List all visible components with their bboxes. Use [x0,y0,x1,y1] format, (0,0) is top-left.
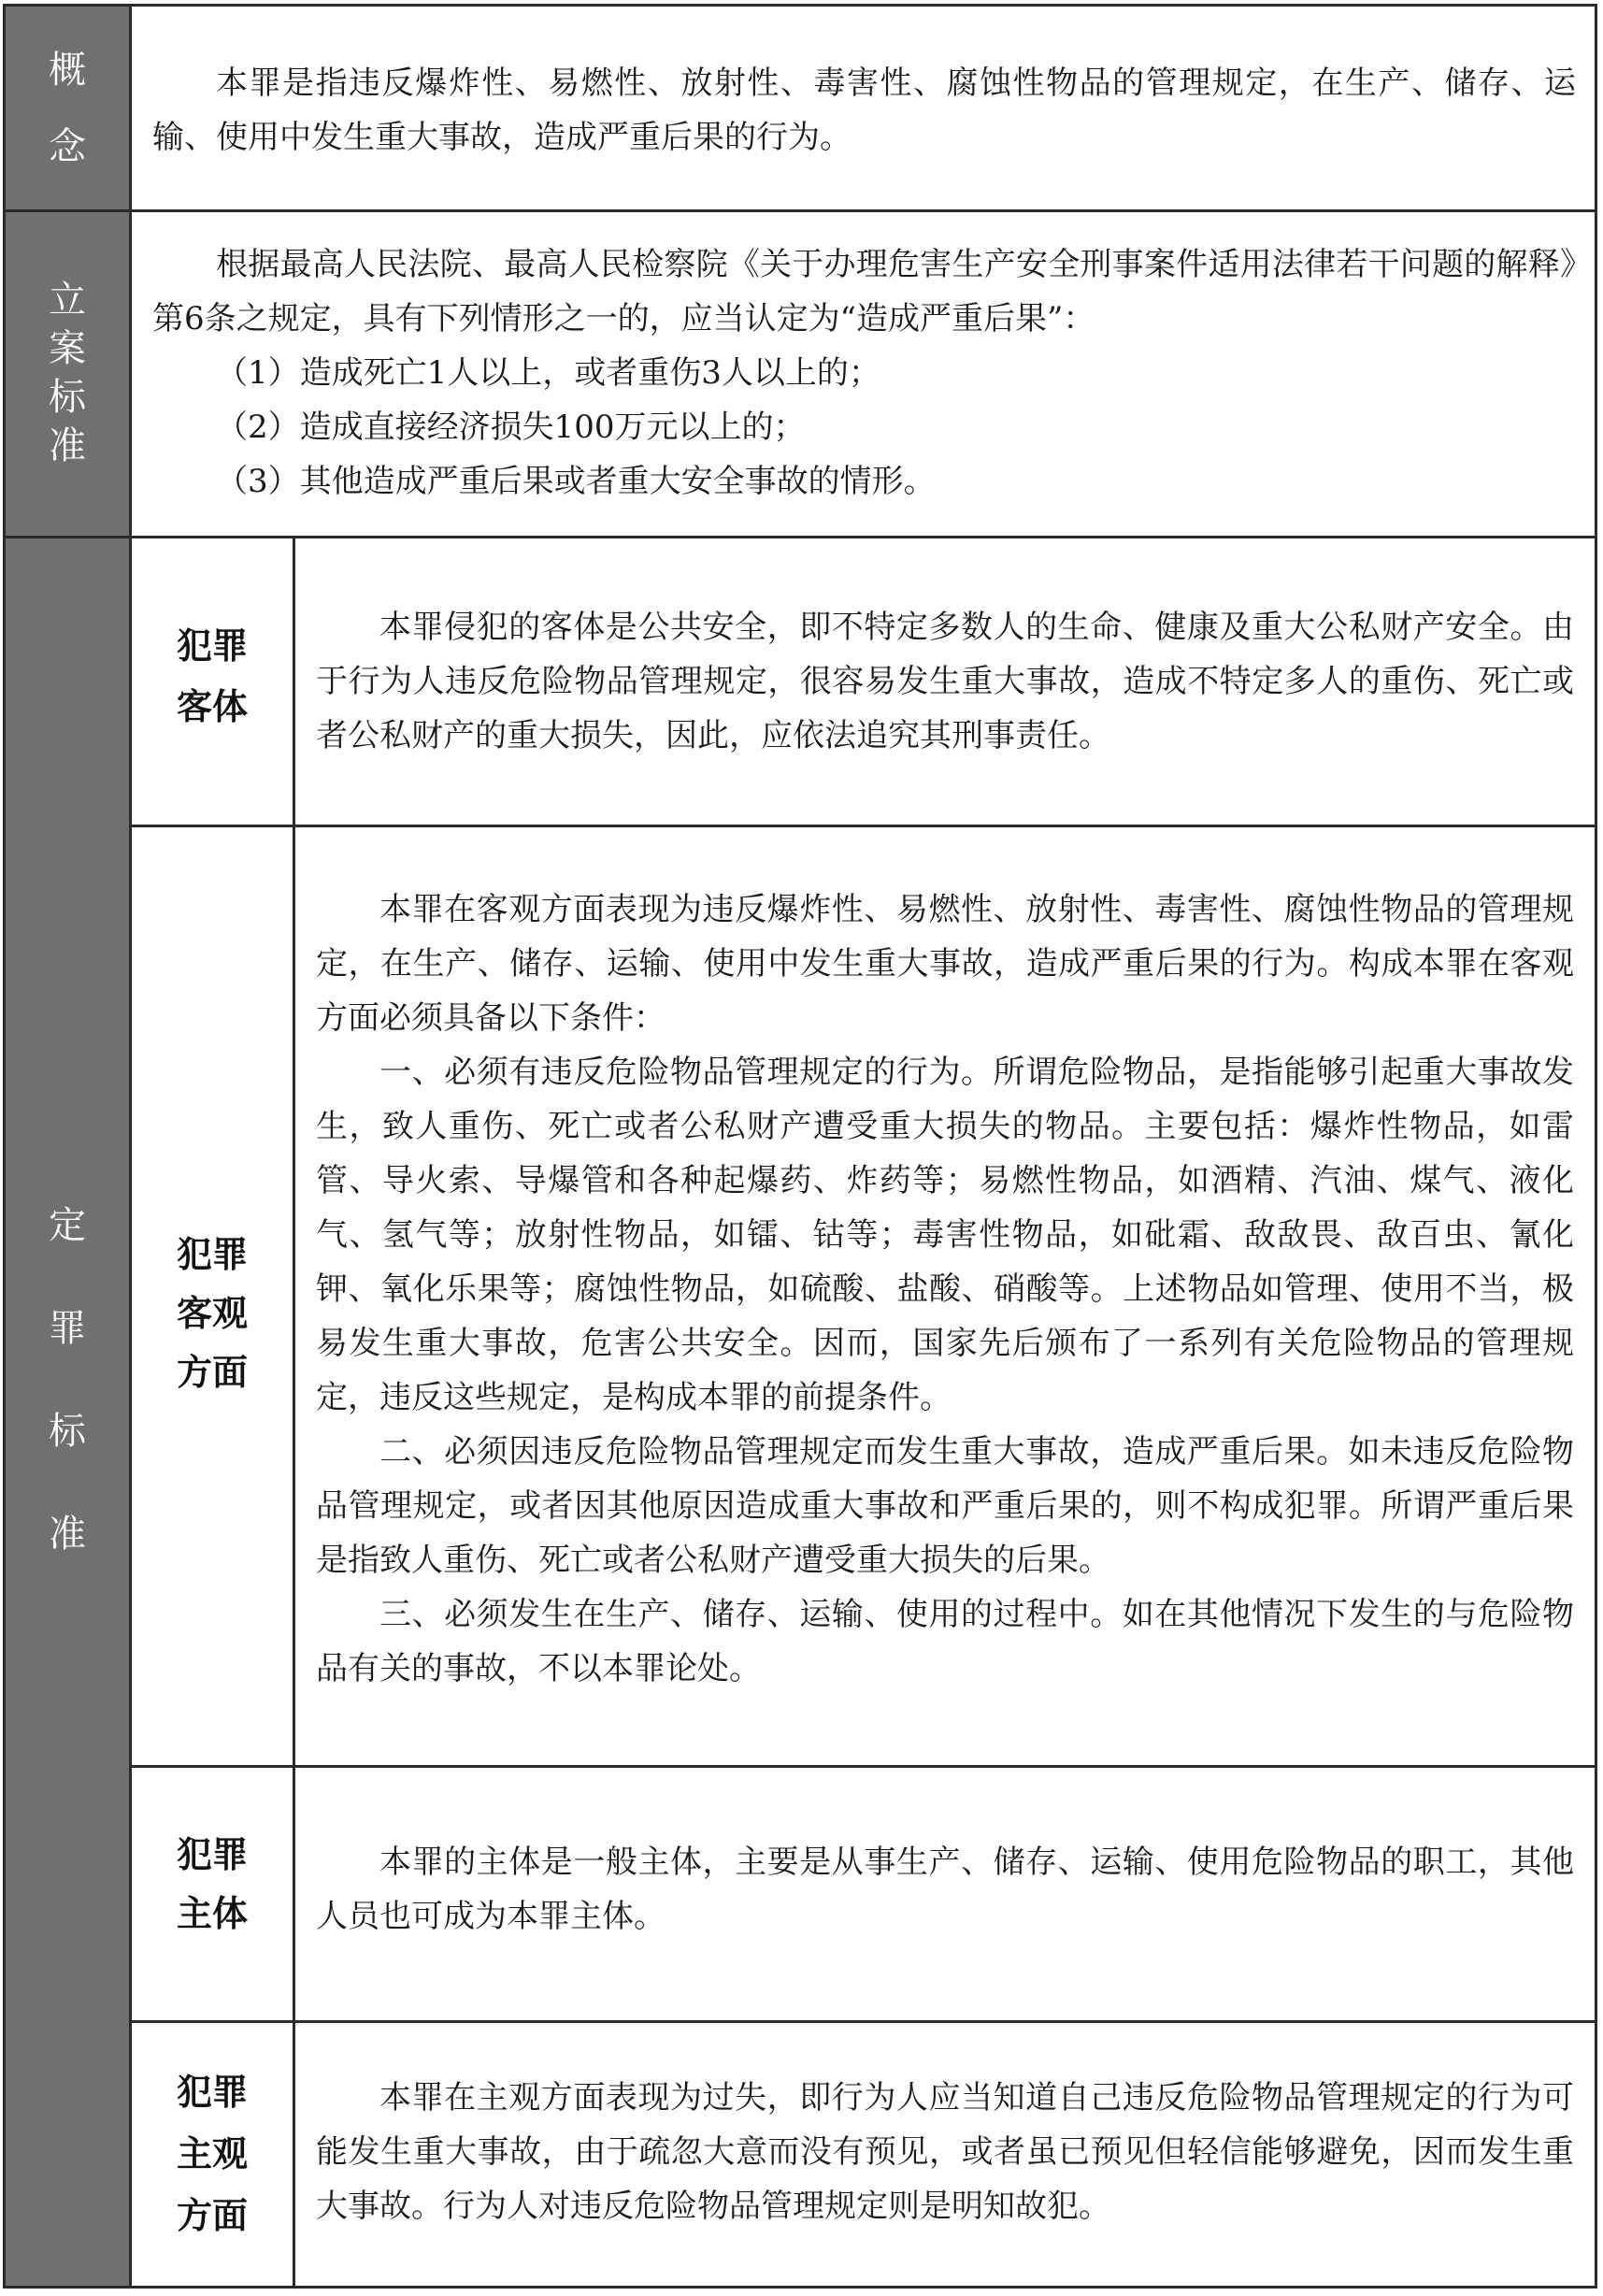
crime-object-text: 本罪侵犯的客体是公共安全，即不特定多数人的生命、健康及重大公私财产安全。由于行为人违反危险物品管理规定，很容易发生重大事故，造成不特定多人的重伤、死亡或者公私财产的重大损失，因此，应依法追究其刑事责任。 [316,609,1574,754]
conviction-standard-label [6,538,132,2286]
conviction-standard-row [6,538,1595,2286]
crime-object-content [295,538,1595,825]
crime-subjective-label-line: 犯罪 [176,2072,248,2113]
crime-objective-label-line: 犯罪 [176,1234,248,1275]
crime-subjective-text: 本罪在主观方面表现为过失，即行为人应当知道自己违反危险物品管理规定的行为可能发生重大事故，由于疏忽大意而没有预见，或者虽已预见但轻信能够避免，因而发生重大事故。行为人对违反危险物品管理规定则是明知故犯。 [316,2079,1574,2225]
crime-object-label [132,538,295,825]
filing-standard-label [6,212,132,536]
concept-text: 本罪是指违反爆炸性、易燃性、放射性、毒害性、腐蚀性物品的管理规定，在生产、储存、运输、使用中发生重大事故，造成严重后果的行为。 [152,65,1576,156]
concept-label [6,7,132,209]
crime-objective-content [295,827,1595,1765]
filing-standard-intro: 根据最高人民法院、最高人民检察院《关于办理危害生产安全刑事案件适用法律若干问题的解释》第6条之规定，具有下列情形之一的，应当认定为“造成严重后果”： [152,246,1576,337]
crime-subject-label-line: 犯罪 [176,1834,248,1875]
filing-standard-content [132,212,1595,536]
crime-subject-content [295,1768,1595,2020]
crime-objective-text: 一、必须有违反危险物品管理规定的行为。所谓危险物品，是指能够引起重大事故发生，致人重伤、死亡或者公私财产遭受重大损失的物品。主要包括：爆炸性物品，如雷管、导火索、导爆管和各种起爆药、炸药等；易燃性物品，如酒精、汽油、煤气、液化气、氢气等；放射性物品，如镭、钴等；毒害性物品，如砒霜、敌敌畏、敌百虫、氰化钾、氧化乐果等；腐蚀性物品，如硫酸、盐酸、硝酸等。上述物品如管理、使用不当，极易发生重大事故，危害公共安全。因而，国家先后颁布了一系列有关危险物品的管理规定，违反这些规定，是构成本罪的前提条件。 [316,1054,1574,1416]
crime-objective-label-line: 客观 [176,1293,248,1334]
crime-objective-text: 二、必须因违反危险物品管理规定而发生重大事故，造成严重后果。如未违反危险物品管理规定，或者因其他原因造成重大事故和严重后果的，则不构成犯罪。所谓严重后果是指致人重伤、死亡或者公私财产遭受重大损失的后果。 [316,1433,1574,1579]
filing-standard-row [6,212,1595,538]
crime-subject-label [132,1768,295,2020]
filing-standard-label-char: 案 [49,327,86,370]
concept-content [132,7,1595,209]
filing-standard-label-char: 准 [49,424,86,467]
crime-subjective-label [132,2023,295,2286]
concept-label-char: 概 [49,49,86,92]
crime-object-label-line: 客体 [176,686,248,727]
crime-objective-text: 三、必须发生在生产、储存、运输、使用的过程中。如在其他情况下发生的与危险物品有关的事故，不以本罪论处。 [316,1596,1574,1687]
filing-standard-item: （2）造成直接经济损失100万元以上的； [216,409,806,446]
crime-objective-label-line: 方面 [176,1352,248,1393]
filing-standard-item: （3）其他造成严重后果或者重大安全事故的情形。 [216,463,936,500]
crime-subject-text: 本罪的主体是一般主体，主要是从事生产、储存、运输、使用危险物品的职工，其他人员也可成为本罪主体。 [316,1844,1574,1935]
concept-row [6,7,1595,212]
crime-objective-text: 本罪在客观方面表现为违反爆炸性、易燃性、放射性、毒害性、腐蚀性物品的管理规定，在生产、储存、运输、使用中发生重大事故，造成严重后果的行为。构成本罪在客观方面必须具备以下条件： [316,891,1574,1037]
crime-object-label-line: 犯罪 [176,625,248,667]
conviction-standard-label-char: 标 [49,1410,86,1453]
crime-subjective-label-line: 主观 [176,2133,248,2174]
conviction-standard-label-char: 定 [49,1204,86,1247]
crime-subjective-content [295,2023,1595,2286]
filing-standard-label-char: 立 [49,279,86,322]
conviction-standard-label-char: 罪 [49,1307,86,1350]
law-reference-table [3,4,1597,2289]
crime-objective-label [132,827,295,1765]
crime-subjective-label-line: 方面 [176,2195,248,2236]
concept-label-char: 念 [49,125,86,168]
crime-subject-label-line: 主体 [176,1893,248,1934]
filing-standard-label-char: 标 [49,376,86,419]
conviction-standard-label-char: 准 [49,1513,86,1556]
filing-standard-item: （1）造成死亡1人以上，或者重伤3人以上的； [216,354,880,392]
